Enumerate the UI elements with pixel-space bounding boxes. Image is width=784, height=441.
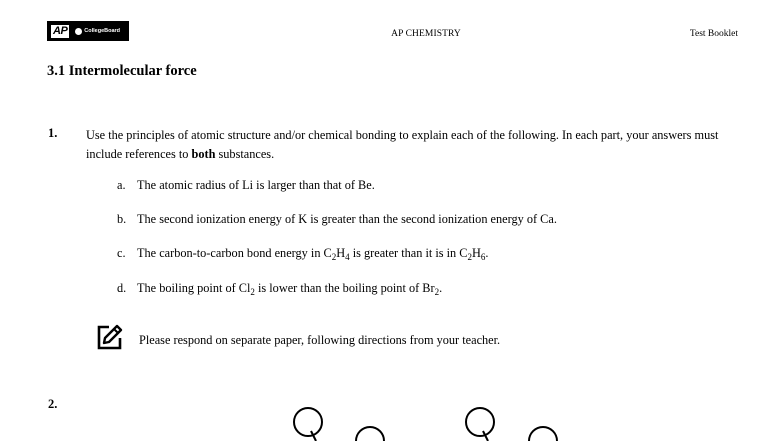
- section-title: 3.1 Intermolecular force: [47, 63, 197, 79]
- edit-pencil-icon: [96, 324, 123, 356]
- part-letter: a.: [117, 178, 126, 192]
- molecule-2: [466, 408, 557, 441]
- question-1-part-c: [117, 246, 488, 261]
- question-1-part-a: [117, 178, 375, 193]
- header-subject-title: AP CHEMISTRY: [391, 29, 461, 39]
- response-instruction: [96, 324, 500, 356]
- part-letter: d.: [117, 281, 127, 295]
- collegeboard-wordmark: CollegeBoard: [84, 28, 121, 34]
- part-text: The carbon-to-carbon bond energy in $C_2H_4$ is greater than it is in $C_2H_6$.: [137, 246, 489, 262]
- part-letter: b.: [117, 212, 127, 226]
- question-2-molecule-diagram: [288, 404, 568, 441]
- part-text: The second ionization energy of K is greater than the second ionization energy of Ca.: [137, 212, 557, 226]
- part-text: The atomic radius of Li is larger than that of Be.: [137, 178, 375, 192]
- question-1-stem: Use the principles of atomic structure and/or chemical bonding to explain each of the following. In each part, your answers must include references to both substances.: [86, 128, 719, 161]
- response-note-text: Please respond on separate paper, following directions from your teacher.: [139, 332, 501, 347]
- ap-logo-mark: AP: [53, 24, 68, 37]
- question-2-number: 2.: [48, 397, 58, 411]
- question-1-part-b: [117, 212, 557, 227]
- question-1-part-d: [117, 281, 442, 296]
- question-1-number: 1.: [48, 126, 58, 140]
- part-text: The boiling point of $Cl_2$ is lower than the boiling point of $Br_2$.: [137, 281, 443, 297]
- header-booklet-title: Test Booklet: [689, 29, 738, 39]
- part-letter: c.: [117, 246, 126, 260]
- molecule-1: [294, 408, 384, 441]
